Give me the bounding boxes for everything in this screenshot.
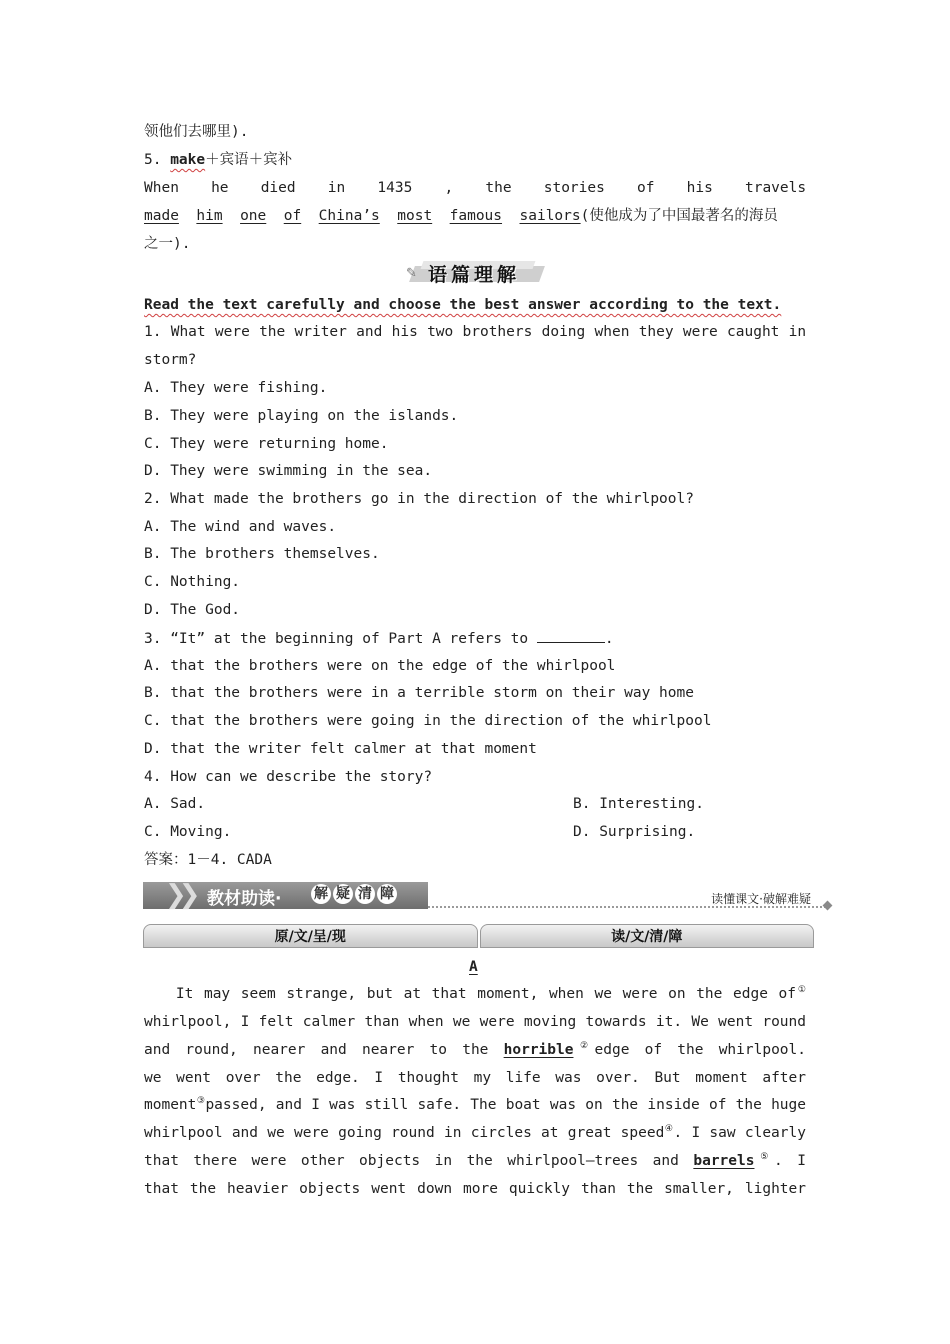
banner-title: 教材助读· bbox=[207, 889, 282, 909]
answer-key: 答案：1－4. CADA bbox=[144, 852, 272, 868]
q3-option-d: D. that the writer felt calmer at that moment bbox=[144, 741, 537, 757]
instruction: Read the text carefully and choose the best answer according to the text. bbox=[144, 297, 782, 313]
passage-line-3: and round, nearer and nearer to the horrible②edge of the whirlpool. bbox=[144, 1041, 806, 1058]
chevron-right-icon: ❯❯ bbox=[165, 880, 193, 910]
passage-line-5: moment③passed, and I was still safe. The boat was on the inside of the huge bbox=[144, 1096, 806, 1113]
q1-option-a: A. They were fishing. bbox=[144, 380, 328, 396]
table-header bbox=[143, 924, 814, 948]
question-3-stem: 3. “It” at the beginning of Part A refers to . bbox=[144, 628, 614, 649]
example-sentence-line-2: made him one of China’s most famous sailors(使他成为了中国最著名的海员 bbox=[144, 208, 778, 224]
continuation-line: 领他们去哪里). bbox=[144, 124, 249, 140]
section-heading-reading-comprehension bbox=[404, 258, 550, 288]
vocab-horrible: horrible bbox=[503, 1042, 574, 1058]
passage-line-8: that the heavier objects went down more quickly than the smaller, lighter bbox=[144, 1181, 806, 1197]
vocab-barrels: barrels bbox=[693, 1153, 755, 1169]
passage-line-7: that there were other objects in the whirlpool—trees and barrels⑤. I bbox=[144, 1152, 806, 1169]
q3-option-b: B. that the brothers were in a terrible storm on their way home bbox=[144, 685, 694, 701]
header-reading-notes: 读/文/清/障 bbox=[480, 924, 815, 948]
q4-option-d: D. Surprising. bbox=[573, 824, 696, 840]
q3-option-c: C. that the brothers were going in the direction of the whirlpool bbox=[144, 713, 712, 729]
q4-option-b: B. Interesting. bbox=[573, 796, 704, 812]
diamond-icon bbox=[823, 901, 833, 911]
item-5-heading: 5. make＋宾语＋宾补 bbox=[144, 152, 293, 168]
q2-option-d: D. The God. bbox=[144, 602, 241, 618]
example-sentence-line-3: 之一). bbox=[144, 236, 191, 252]
q3-option-a: A. that the brothers were on the edge of the whirlpool bbox=[144, 658, 616, 674]
section-banner bbox=[143, 880, 833, 914]
question-2-stem: 2. What made the brothers go in the direction of the whirlpool? bbox=[144, 491, 694, 507]
q2-option-c: C. Nothing. bbox=[144, 574, 241, 590]
section-title: 语篇理解 bbox=[428, 264, 521, 286]
example-sentence-line-1: When he died in 1435 , the stories of his travels bbox=[144, 180, 806, 196]
passage-part-label: A bbox=[469, 959, 478, 975]
question-4-stem: 4. How can we describe the story? bbox=[144, 769, 433, 785]
header-original-text: 原/文/呈/现 bbox=[143, 924, 478, 948]
pen-icon: ✎ bbox=[406, 266, 417, 281]
q1-option-c: C. They were returning home. bbox=[144, 436, 389, 452]
passage-line-6: whirlpool and we were going round in circles at great speed④. I saw clearly bbox=[144, 1124, 806, 1141]
q2-option-b: B. The brothers themselves. bbox=[144, 546, 380, 562]
question-1-stem-cont: storm? bbox=[144, 352, 197, 368]
keyword-make: make bbox=[170, 152, 206, 168]
q2-option-a: A. The wind and waves. bbox=[144, 519, 337, 535]
question-1-stem: 1. What were the writer and his two brothers doing when they were caught in bbox=[144, 324, 806, 340]
banner-tags: 解 疑 清 障 bbox=[311, 884, 397, 904]
q1-option-d: D. They were swimming in the sea. bbox=[144, 463, 433, 479]
q4-option-c: C. Moving. bbox=[144, 824, 232, 840]
q4-option-a: A. Sad. bbox=[144, 796, 206, 812]
passage-line-2: whirlpool, I felt calmer than when we were moving towards it. We went round bbox=[144, 1014, 806, 1030]
example-translation: (使他成为了中国最著名的海员 bbox=[580, 208, 778, 224]
q1-option-b: B. They were playing on the islands. bbox=[144, 408, 459, 424]
answer-blank bbox=[537, 628, 605, 643]
passage-line-4: we went over the edge. I thought my life was over. But moment after bbox=[144, 1070, 806, 1086]
banner-subtitle: 读懂课文·破解难疑 bbox=[711, 892, 811, 906]
passage-line-1: It may seem strange, but at that moment, when we were on the edge of① bbox=[175, 985, 806, 1002]
item-5-pattern: ＋宾语＋宾补 bbox=[205, 152, 293, 168]
